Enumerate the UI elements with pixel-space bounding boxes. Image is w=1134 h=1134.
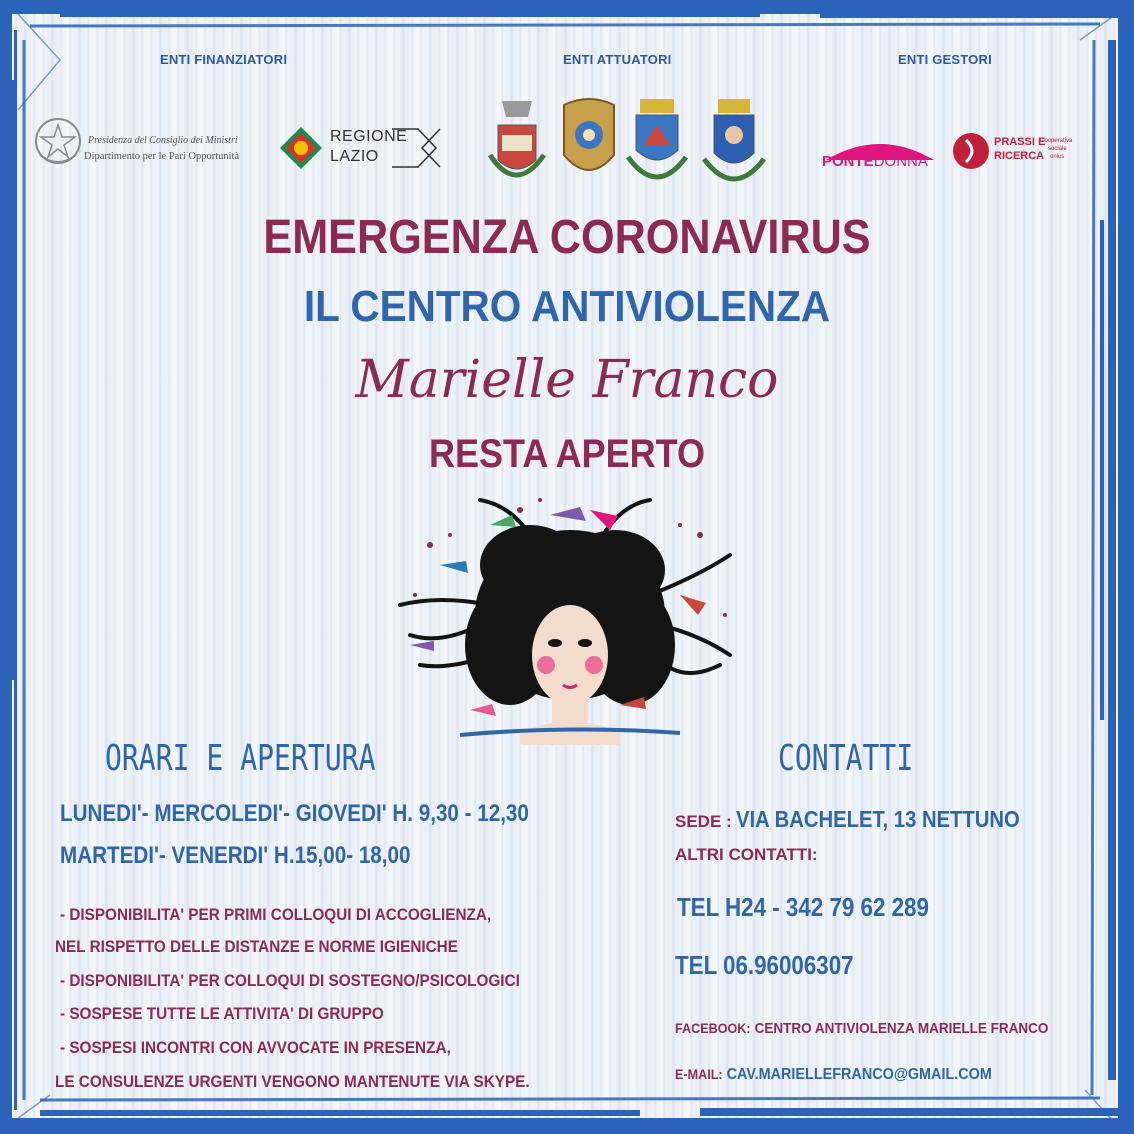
regione-line2: LAZIO (330, 148, 379, 165)
italian-emblem-icon (32, 115, 84, 167)
crest-4-icon (704, 99, 764, 179)
note-line-6: LE CONSULENZE URGENTI VENGONO MANTENUTE VIA SKYPE. (55, 1072, 530, 1091)
note-line-2: NEL RISPETTO DELLE DISTANZE E NORME IGIENICHE (55, 937, 458, 956)
tel-h24: TEL H24 - 342 79 62 289 (677, 892, 929, 922)
sede-value: VIA BACHELET, 13 NETTUNO (736, 806, 1020, 832)
facebook-value[interactable]: CENTRO ANTIVIOLENZA MARIELLE FRANCO (754, 1020, 1049, 1037)
hours-line-1: LUNEDI'- MERCOLEDI'- GIOVEDI' H. 9,30 - 12,30 (60, 800, 529, 827)
hours-line-2: MARTEDI'- VENERDI' H.15,00- 18,00 (60, 842, 411, 869)
regione-line1: REGIONE (330, 128, 408, 145)
crest-3-icon (628, 99, 686, 177)
presidenza-line1: Presidenza del Consiglio dei Ministri (88, 135, 238, 146)
title-resta-aperto: RESTA APERTO (428, 432, 706, 476)
managers-label: ENTI GESTORI (898, 52, 992, 67)
facebook-label: FACEBOOK: (675, 1020, 751, 1036)
title-marielle-franco: Marielle Franco (355, 350, 779, 410)
pontedonna-text-a: PONTE (822, 153, 874, 170)
implementers-label: ENTI ATTUATORI (563, 52, 672, 67)
regione-lazio-logo (278, 125, 448, 173)
sede-label: SEDE : (675, 812, 732, 831)
woman-illustration (380, 495, 760, 745)
title-emergenza: EMERGENZA CORONAVIRUS (263, 211, 871, 264)
pontedonna-text-b: DONNA (873, 153, 928, 170)
note-line-3: - DISPONIBILITA' PER COLLOQUI DI SOSTEGNO/PSICOLOGICI (60, 971, 520, 990)
title-centro: IL CENTRO ANTIVIOLENZA (303, 282, 831, 331)
pontedonna-logo (820, 136, 940, 176)
prassi-line2: RICERCA (994, 150, 1045, 162)
facebook-row (675, 1020, 1048, 1038)
email-label: E-MAIL: (675, 1066, 723, 1082)
crest-1-icon (490, 101, 544, 175)
email-value[interactable]: CAV.MARIELLEFRANCO@GMAIL.COM (726, 1066, 992, 1083)
note-line-4: - SOSPESE TUTTE LE ATTIVITA' DI GRUPPO (60, 1004, 384, 1023)
prassi-line1: PRASSI E (994, 136, 1046, 148)
crest-2-icon (564, 99, 614, 170)
prassi-sub3: onlus (1050, 154, 1065, 160)
email-row (675, 1066, 992, 1084)
other-contacts-label: ALTRI CONTATTI: (675, 845, 818, 864)
lazio-emblem-icon (278, 125, 324, 171)
contacts-heading: CONTATTI (778, 738, 914, 779)
lazio-chevron-icon (390, 125, 450, 171)
note-line-5: - SOSPESI INCONTRI CON AVVOCATE IN PRESENZA, (60, 1038, 451, 1057)
municipal-crests (484, 95, 774, 195)
presidenza-line2: Dipartimento per le Pari Opportunità (84, 151, 240, 162)
prassi-ricerca-logo (952, 132, 1102, 172)
presidenza-logo (32, 115, 272, 170)
sede-row (675, 806, 1059, 833)
note-line-1: - DISPONIBILITA' PER PRIMI COLLOQUI DI ACCOGLIENZA, (60, 905, 492, 924)
hours-heading: ORARI E APERTURA (105, 738, 376, 779)
prassi-sub2: sociale (1048, 146, 1067, 152)
funders-label: ENTI FINANZIATORI (160, 52, 288, 67)
prassi-circle-icon (952, 132, 990, 170)
tel-landline: TEL 06.96006307 (675, 950, 854, 980)
prassi-sub1: Cooperativa (1040, 138, 1073, 144)
